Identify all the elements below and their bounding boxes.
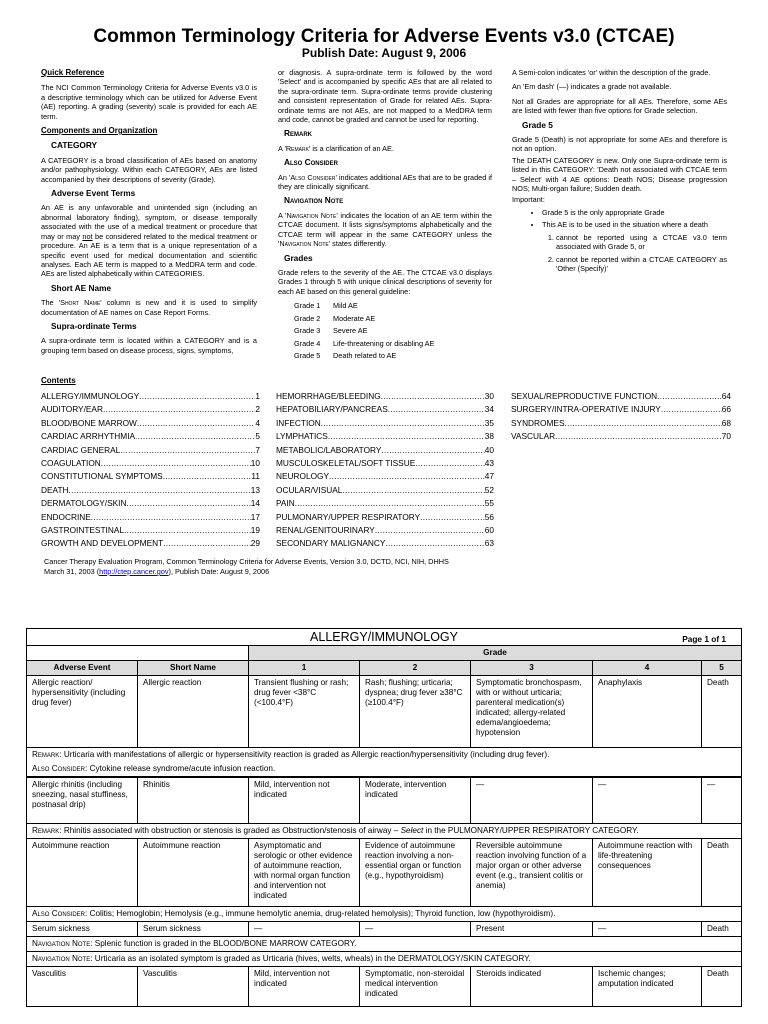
short-name-text: The 'Short Name' column is new and it is used to simplify documentation of AE names on Case Report Forms. bbox=[41, 298, 258, 317]
also-consider-text: An 'Also Consider' indicates additional AEs that are to be graded if they are clinically significant. bbox=[278, 172, 492, 192]
important-numbered bbox=[512, 233, 727, 274]
intro-column-1 bbox=[41, 68, 257, 360]
table-row: Autoimmune reaction Autoimmune reaction Asymptomatic and serologic or other evidence of autoimmune reaction, with normal organ function and intervention not indicated Evidence of autoimmune reaction involving a non-essential organ or function (e.g., hypothyroidism) Reversible autoimmune reaction involving function of a major organ or other adverse event (e.g., transient colitis or anemia) Autoimmune reaction with life-threatening consequences Death bbox=[27, 838, 742, 906]
supra-ordinate-text-continued: or diagnosis. A supra-ordinate term is followed by the word 'Select' and is accompanied by specific AEs that are all related to the supra-ordinate term. Supra-ordinate terms provide clustering and consistent representation of Grade for related AEs. Supra-ordinate terms are not AEs, are not mapped to a MedDRA term and code, cannot be graded and cannot be used for reporting. bbox=[278, 68, 492, 125]
toc-entry[interactable]: DERMATOLOGY/SKIN ..... 14 bbox=[41, 497, 260, 510]
grade-header: Grade bbox=[249, 646, 742, 661]
remark-row: Remark: Rhinitis associated with obstruction or stenosis is graded as Obstruction/stenosis of airway – Select in the PULMONARY/UPPER RESPIRATORY CATEGORY. bbox=[27, 823, 742, 838]
toc-entry[interactable]: VASCULAR ..... 70 bbox=[511, 430, 731, 443]
table-title-cell bbox=[27, 629, 742, 646]
category-heading: CATEGORY bbox=[51, 140, 98, 151]
col-header: 4 bbox=[593, 661, 702, 676]
toc-entry[interactable]: COAGULATION ..... 10 bbox=[41, 457, 260, 470]
ae-terms-text: An AE is any unfavorable and unintended sign (including an abnormal laboratory finding), symptom, or disease temporally associated with the use of a medical treatment or procedure that may or may not be considered related to the medical treatment or procedure. An AE is a term that is a unique representation of a specific event used for medical documentation and scientific analyses. Each AE term is mapped to a MedDRA term and code. AEs are listed alphabetically within CATEGORIES. bbox=[41, 203, 258, 279]
col-header: 5 bbox=[702, 661, 742, 676]
navigation-note-row: Navigation Note: Urticaria as an isolated symptom is graded as Urticaria (hives, welts, wheals) in the DERMATOLOGY/SKIN CATEGORY. bbox=[27, 951, 742, 966]
semicolon-note: A Semi-colon indicates 'or' within the description of the grade. bbox=[512, 68, 711, 77]
col-header: Short Name bbox=[138, 661, 249, 676]
navigation-note-text: A 'Navigation Note' indicates the location of an AE term within the CTCAE document. It lists signs/symptoms alphabetically and the CTCAE term will appear in the same CATEGORY unless the 'Navigation Note' states differently. bbox=[278, 210, 492, 249]
toc-entry[interactable]: SURGERY/INTRA-OPERATIVE INJURY ..... 66 bbox=[511, 403, 731, 416]
toc-entry[interactable]: SECONDARY MALIGNANCY ..... 63 bbox=[276, 537, 494, 550]
toc-entry[interactable]: INFECTION ..... 35 bbox=[276, 417, 494, 430]
table-title: ALLERGY/IMMUNOLOGY bbox=[310, 630, 458, 644]
short-name-heading: Short AE Name bbox=[51, 282, 112, 293]
grades-heading: Grades bbox=[284, 252, 313, 263]
grade-list bbox=[294, 301, 492, 360]
intro-column-2 bbox=[278, 68, 492, 364]
grade-item: Grade 4 Life-threatening or disabling AE bbox=[294, 338, 435, 348]
also-consider-row: Also Consider: Colitis; Hemoglobin; Hemolysis (e.g., immune hemolytic anemia, drug-related hemolysis); Thyroid function, low (hypothyroidism). bbox=[27, 906, 742, 921]
bullet-item: • Grade 5 is the only appropriate Grade bbox=[542, 208, 727, 217]
toc-entry[interactable]: PULMONARY/UPPER RESPIRATORY ..... 56 bbox=[276, 511, 494, 524]
bullet-item: • This AE is to be used in the situation where a death bbox=[542, 220, 727, 229]
toc-entry[interactable]: CARDIAC GENERAL ..... 7 bbox=[41, 444, 260, 457]
supra-ordinate-text: A supra-ordinate term is located within a CATEGORY and is a grouping term based on disease process, signs, symptoms, bbox=[41, 336, 257, 355]
toc-entry[interactable]: NEUROLOGY ..... 47 bbox=[276, 470, 494, 483]
death-category-text: The DEATH CATEGORY is new. Only one Supra-ordinate term is listed in this CATEGORY: 'Death not associated with CTCAE term – Select' with 4 AE options: Death NOS; Disease progression NOS; Multi-organ failure; Sudden death. bbox=[512, 155, 727, 194]
numbered-item: 2. cannot be reported within a CTCAE CATEGORY as 'Other (Specify)' bbox=[556, 255, 727, 274]
col-header: Adverse Event bbox=[27, 661, 138, 676]
contents-heading: Contents bbox=[41, 376, 76, 385]
toc-entry[interactable]: ENDOCRINE ..... 17 bbox=[41, 511, 260, 524]
components-heading: Components and Organization bbox=[41, 126, 158, 136]
toc-entry[interactable]: BLOOD/BONE MARROW ..... 4 bbox=[41, 417, 260, 430]
page-indicator: Page 1 of 1 bbox=[682, 634, 727, 644]
table-row: Serum sickness Serum sickness — — Present — Death bbox=[27, 921, 742, 936]
supra-ordinate-heading: Supra-ordinate Terms bbox=[51, 320, 137, 331]
also-consider-row: Also Consider: Cytokine release syndrome/acute infusion reaction. bbox=[27, 762, 742, 777]
also-consider-heading: Also Consider bbox=[284, 157, 338, 168]
toc-entry[interactable]: HEPATOBILIARY/PANCREAS ..... 34 bbox=[276, 403, 494, 416]
grade-item: Grade 2 Moderate AE bbox=[294, 313, 376, 323]
important-bullets bbox=[512, 208, 727, 230]
col-header: 3 bbox=[471, 661, 593, 676]
table-row: Allergic rhinitis (including sneezing, nasal stuffiness, postnasal drip) Rhinitis Mild, intervention not indicated Moderate, intervention indicated — — — bbox=[27, 777, 742, 823]
toc-entry[interactable]: SYNDROMES ..... 68 bbox=[511, 417, 731, 430]
navigation-note-heading: Navigation Note bbox=[284, 195, 344, 206]
numbered-item: 1. cannot be reported using a CTCAE v3.0 term associated with Grade 5, or bbox=[556, 233, 727, 252]
col-header: 2 bbox=[360, 661, 471, 676]
citation: Cancer Therapy Evaluation Program, Common Terminology Criteria for Adverse Events, Version 3.0, DCTD, NCI, NIH, DHHS March 31, 2003 (http://ctep.cancer.gov), Publish Date: August 9, 2006 bbox=[44, 557, 449, 576]
navigation-note-row: Navigation Note: Splenic function is graded in the BLOOD/BONE MARROW CATEGORY. bbox=[27, 936, 742, 951]
col-header: 1 bbox=[249, 661, 360, 676]
not-all-grades-note: Not all Grades are appropriate for all AEs. Therefore, some AEs are listed with fewer than five options for Grade selection. bbox=[512, 96, 727, 116]
quick-reference-text: The NCI Common Terminology Criteria for Adverse Events v3.0 is a descriptive terminology which can be utilized for Adverse Event (AE) reporting. A grading (severity) scale is provided for each AE term. bbox=[41, 83, 257, 121]
grade-item: Grade 3 Severe AE bbox=[294, 326, 368, 336]
toc-column-3 bbox=[511, 390, 731, 444]
important-label: Important: bbox=[512, 195, 545, 205]
grade5-text: Grade 5 (Death) is not appropriate for some AEs and therefore is not an option. bbox=[512, 135, 727, 154]
category-text: A CATEGORY is a broad classification of AEs based on anatomy and/or pathophysiology. Within each CATEGORY, AEs are listed accompanied by their descriptions of severity (Grade). bbox=[41, 155, 257, 184]
toc-entry[interactable]: HEMORRHAGE/BLEEDING ..... 30 bbox=[276, 390, 494, 403]
table-row: Vasculitis Vasculitis Mild, intervention not indicated Symptomatic, non-steroidal medical intervention indicated Steroids indicated Ischemic changes; amputation indicated Death bbox=[27, 966, 742, 1006]
grade5-heading: Grade 5 bbox=[522, 119, 553, 130]
table-row: Allergic reaction/ hypersensitivity (including drug fever) Allergic reaction Transient flushing or rash; drug fever <38°C (<100.4°F) Rash; flushing; urticaria; dyspnea; drug fever ≥38°C (≥100.4°F) Symptomatic bronchospasm, with or without urticaria; parenteral medication(s) indicated; allergy-related edema/angioedema; hypotension Anaphylaxis Death bbox=[27, 676, 742, 748]
grades-text: Grade refers to the severity of the AE. The CTCAE v3.0 displays Grades 1 through 5 with unique clinical descriptions of severity for each AE based on this general guideline: bbox=[278, 267, 492, 296]
toc-entry[interactable]: DEATH ..... 13 bbox=[41, 484, 260, 497]
toc-entry[interactable]: CONSTITUTIONAL SYMPTOMS ..... 11 bbox=[41, 470, 260, 483]
ctep-link[interactable]: http://ctep.cancer.gov bbox=[99, 567, 169, 576]
remark-heading: Remark bbox=[284, 128, 312, 139]
toc-entry[interactable]: GASTROINTESTINAL ..... 19 bbox=[41, 524, 260, 537]
grade-item: Grade 1 Mild AE bbox=[294, 301, 358, 311]
toc-entry[interactable]: MUSCULOSKELETAL/SOFT TISSUE ..... 43 bbox=[276, 457, 494, 470]
toc-entry[interactable]: RENAL/GENITOURINARY ..... 60 bbox=[276, 524, 494, 537]
remark-text: A 'Remark' is a clarification of an AE. bbox=[278, 143, 394, 153]
intro-column-3 bbox=[512, 68, 727, 276]
toc-entry[interactable]: METABOLIC/LABORATORY ..... 40 bbox=[276, 444, 494, 457]
toc-entry[interactable]: ALLERGY/IMMUNOLOGY ..... 1 bbox=[41, 390, 260, 403]
toc-column-1 bbox=[41, 390, 260, 551]
ae-terms-heading: Adverse Event Terms bbox=[51, 188, 136, 199]
remark-row: Remark: Urticaria with manifestations of allergic or hypersensitivity reaction is graded as Allergic reaction/hypersensitivity (including drug fever). bbox=[27, 748, 742, 763]
toc-entry[interactable]: PAIN ..... 55 bbox=[276, 497, 494, 510]
toc-column-2 bbox=[276, 390, 494, 551]
grade-item: Grade 5 Death related to AE bbox=[294, 351, 397, 361]
quick-reference-heading: Quick Reference bbox=[41, 68, 105, 77]
toc-entry[interactable]: LYMPHATICS ..... 38 bbox=[276, 430, 494, 443]
toc-entry[interactable]: GROWTH AND DEVELOPMENT ..... 29 bbox=[41, 537, 260, 550]
toc-entry[interactable]: OCULAR/VISUAL ..... 52 bbox=[276, 484, 494, 497]
page-title: Common Terminology Criteria for Adverse Events v3.0 (CTCAE) bbox=[93, 26, 675, 47]
toc-entry[interactable]: CARDIAC ARRHYTHMIA ..... 5 bbox=[41, 430, 260, 443]
em-dash-note: An 'Em dash' (—) indicates a grade not available. bbox=[512, 82, 672, 92]
publish-date: Publish Date: August 9, 2006 bbox=[301, 46, 467, 60]
toc-entry[interactable]: AUDITORY/EAR ..... 2 bbox=[41, 403, 260, 416]
allergy-immunology-table bbox=[26, 628, 742, 1007]
toc-entry[interactable]: SEXUAL/REPRODUCTIVE FUNCTION ..... 64 bbox=[511, 390, 731, 403]
